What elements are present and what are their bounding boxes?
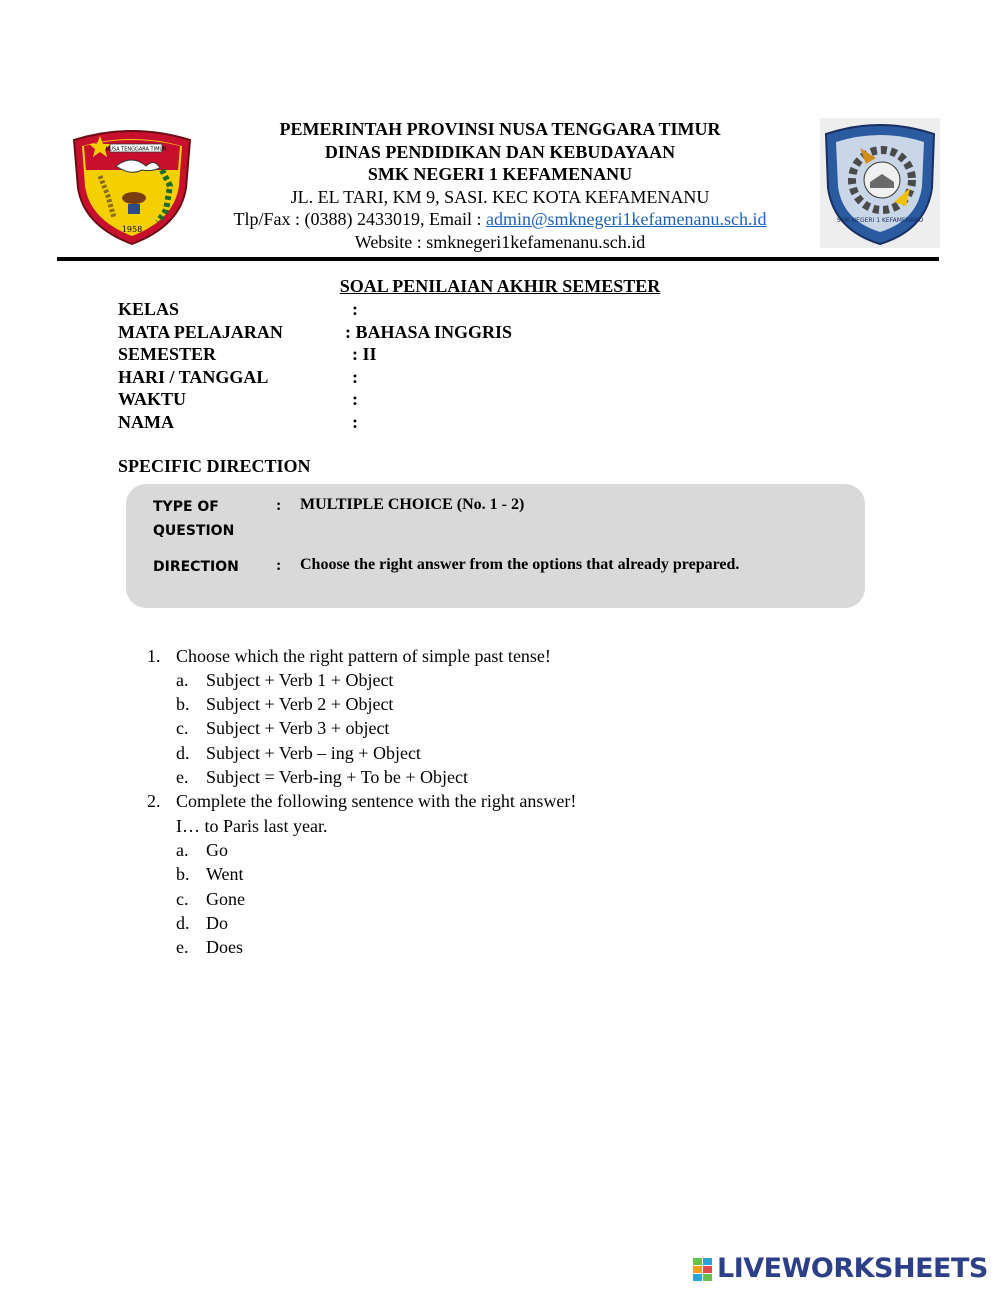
question-prompt: I… to Paris last year.	[176, 816, 328, 836]
letterhead-line-government: PEMERINTAH PROVINSI NUSA TENGGARA TIMUR	[279, 119, 721, 139]
option-text[interactable]: Subject + Verb 3 + object	[206, 718, 390, 738]
exam-info-value: :	[352, 366, 358, 387]
type-of-question-value: MULTIPLE CHOICE (No. 1 - 2)	[300, 496, 525, 513]
liveworksheets-wordmark: LIVEWORKSHEETS	[717, 1253, 988, 1284]
exam-info-value: : II	[352, 344, 377, 364]
option-text[interactable]: Subject + Verb 2 + Object	[206, 694, 394, 714]
contact-prefix: Tlp/Fax : (0388) 2433019, Email :	[233, 209, 486, 229]
option-letter: e.	[176, 937, 189, 957]
svg-text:1958: 1958	[121, 225, 143, 234]
letterhead	[150, 118, 850, 253]
exam-info-label: KELAS	[118, 299, 180, 319]
question-number: 1.	[147, 646, 161, 666]
direction-value: Choose the right answer from the options that already prepared.	[300, 556, 740, 573]
type-of-question-label	[153, 495, 234, 543]
type-label-line1: TYPE OF	[153, 499, 219, 515]
option-text[interactable]: Does	[206, 937, 243, 957]
letterhead-line-school: SMK NEGERI 1 KEFAMENANU	[367, 164, 633, 184]
exam-info-label: SEMESTER	[118, 344, 217, 364]
option-letter: c.	[176, 718, 189, 738]
exam-info-value: :	[352, 389, 358, 409]
letterhead-contact	[150, 208, 850, 231]
email-link[interactable]: admin@smknegeri1kefamenanu.sch.id	[485, 209, 767, 229]
type-label-line2: QUESTION	[153, 523, 235, 539]
exam-info-value: : BAHASA INGGRIS	[345, 321, 513, 342]
exam-info-label: HARI / TANGGAL	[118, 366, 269, 387]
option-letter: c.	[176, 889, 189, 909]
option-letter: d.	[176, 743, 190, 763]
svg-text:NUSA TENGGARA TIMUR: NUSA TENGGARA TIMUR	[105, 146, 167, 153]
option-letter: e.	[176, 767, 189, 787]
option-letter: d.	[176, 913, 190, 933]
exam-info-value: :	[352, 299, 358, 319]
option-letter: a.	[176, 670, 189, 690]
option-text[interactable]: Went	[206, 864, 244, 884]
option-text[interactable]: Go	[206, 840, 228, 860]
direction-box	[126, 484, 865, 608]
question-number: 2.	[147, 791, 161, 811]
option-letter: b.	[176, 864, 190, 884]
type-colon: :	[276, 497, 282, 514]
letterhead-address: JL. EL TARI, KM 9, SASI. KEC KOTA KEFAMENANU	[290, 186, 710, 207]
exam-info-value: :	[352, 411, 358, 432]
exam-info-label: NAMA	[118, 411, 174, 432]
letterhead-line-department: DINAS PENDIDIKAN DAN KEBUDAYAAN	[324, 141, 676, 162]
question-text: Complete the following sentence with the right answer!	[176, 791, 577, 811]
specific-direction-heading: SPECIFIC DIRECTION	[118, 456, 311, 476]
option-text[interactable]: Subject = Verb-ing + To be + Object	[206, 767, 468, 787]
exam-info-label: MATA PELAJARAN	[118, 321, 283, 342]
exam-info-label: WAKTU	[118, 389, 187, 409]
option-text[interactable]: Subject + Verb – ing + Object	[206, 743, 421, 763]
liveworksheets-brand[interactable]	[693, 1253, 989, 1285]
direction-label: DIRECTION	[153, 559, 239, 575]
letterhead-website: Website : smknegeri1kefamenanu.sch.id	[354, 231, 646, 252]
option-text[interactable]: Gone	[206, 889, 245, 909]
direction-colon: :	[276, 557, 282, 574]
option-text[interactable]: Do	[206, 913, 228, 933]
document-title: SOAL PENILAIAN AKHIR SEMESTER	[339, 276, 661, 296]
header-divider	[57, 257, 939, 261]
option-text[interactable]: Subject + Verb 1 + Object	[206, 670, 394, 690]
option-letter: a.	[176, 840, 189, 860]
liveworksheets-logo-icon	[693, 1258, 713, 1282]
option-letter: b.	[176, 694, 190, 714]
svg-text:SMK NEGERI 1 KEFAMENANU: SMK NEGERI 1 KEFAMENANU	[836, 217, 924, 224]
question-text: Choose which the right pattern of simple past tense!	[176, 646, 551, 666]
